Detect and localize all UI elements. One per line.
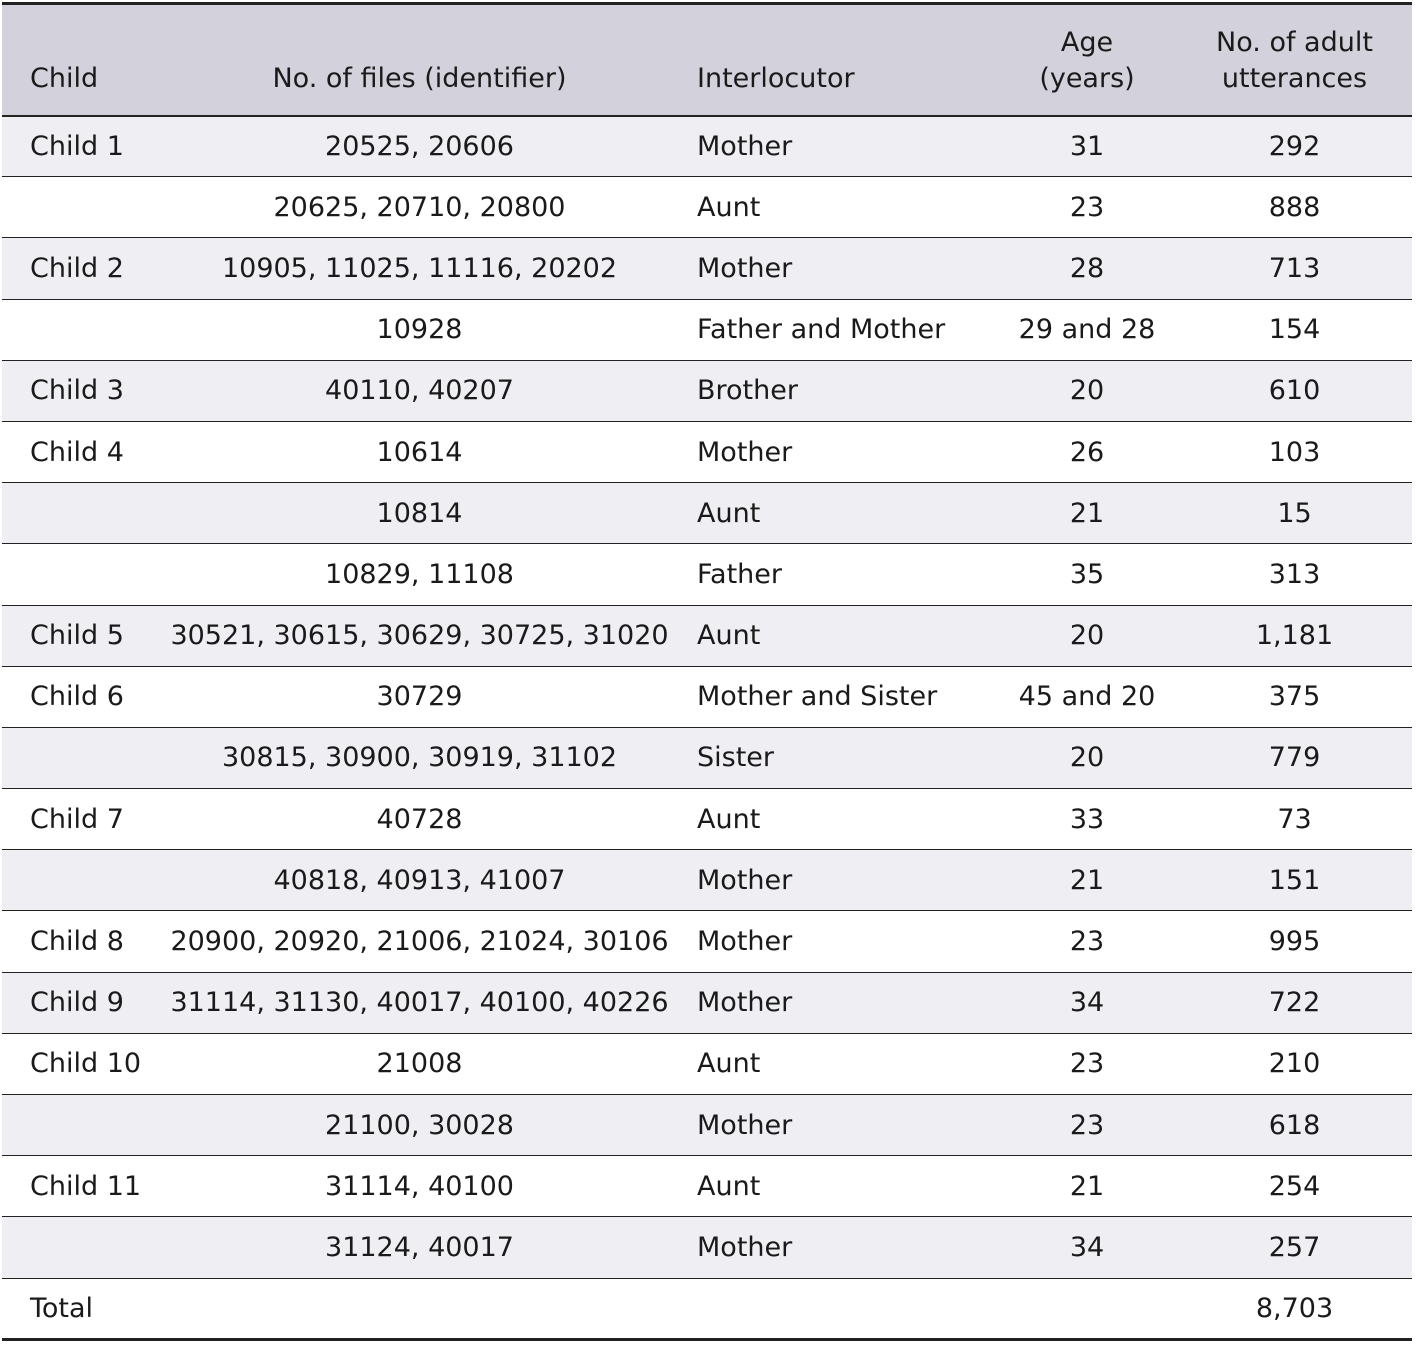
cell-utterances: 888 — [1268, 191, 1321, 223]
cell-utterances: 73 — [1277, 803, 1312, 835]
cell-files: 40728 — [376, 803, 463, 835]
cell-interlocutor: Mother — [697, 252, 793, 284]
cell-child: Child 7 — [30, 803, 124, 835]
cell-interlocutor: Aunt — [697, 620, 761, 652]
cell-files: 20625, 20710, 20800 — [273, 191, 566, 223]
cell-age: 29 and 28 — [1018, 314, 1156, 346]
table-row — [2, 1278, 1412, 1339]
cell-files: 20900, 20920, 21006, 21024, 30106 — [170, 926, 669, 958]
cell-interlocutor: Mother — [697, 436, 793, 468]
table-row — [2, 789, 1412, 850]
cell-interlocutor: Brother — [697, 375, 798, 407]
cell-utterances: 618 — [1268, 1109, 1321, 1141]
cell-age: 21 — [1069, 1170, 1105, 1202]
cell-files: 10814 — [376, 497, 463, 529]
table-row — [2, 1156, 1412, 1217]
cell-age: 34 — [1069, 1231, 1105, 1263]
cell-child: Child 5 — [30, 620, 124, 652]
cell-child: Child 4 — [30, 436, 124, 468]
cell-files — [142, 1278, 697, 1339]
cell-interlocutor: Mother — [697, 926, 793, 958]
cell-interlocutor: Sister — [697, 742, 775, 774]
cell-child — [2, 177, 142, 238]
cell-files: 21008 — [376, 1048, 463, 1080]
table-row — [2, 360, 1412, 421]
cell-files: 21100, 30028 — [325, 1109, 514, 1141]
cell-utterances: 375 — [1268, 681, 1321, 713]
header-utterances — [1177, 4, 1412, 116]
cell-interlocutor: Aunt — [697, 1170, 761, 1202]
cell-child: Child 10 — [30, 1048, 142, 1080]
cell-child — [2, 727, 142, 788]
table-row — [2, 483, 1412, 544]
cell-interlocutor: Aunt — [697, 1048, 761, 1080]
cell-interlocutor: Mother — [697, 130, 793, 162]
table-row — [2, 544, 1412, 605]
cell-age: 34 — [1069, 987, 1105, 1019]
cell-files: 10905, 11025, 11116, 20202 — [221, 252, 618, 284]
cell-age: 21 — [1069, 497, 1105, 529]
cell-interlocutor: Mother and Sister — [697, 681, 938, 713]
table-body — [2, 116, 1412, 1340]
cell-interlocutor: Aunt — [697, 497, 761, 529]
header-age — [997, 4, 1177, 116]
cell-age: 26 — [1069, 436, 1105, 468]
cell-files: 31114, 31130, 40017, 40100, 40226 — [170, 987, 669, 1019]
cell-interlocutor: Mother — [697, 1231, 793, 1263]
cell-age: 33 — [1069, 803, 1105, 835]
cell-files: 40818, 40913, 41007 — [273, 864, 566, 896]
table-row — [2, 727, 1412, 788]
table-row — [2, 299, 1412, 360]
table-row — [2, 850, 1412, 911]
table-row — [2, 1095, 1412, 1156]
cell-interlocutor: Aunt — [697, 803, 761, 835]
cell-interlocutor: Aunt — [697, 191, 761, 223]
cell-files: 40110, 40207 — [325, 375, 514, 407]
cell-utterances: 210 — [1268, 1048, 1321, 1080]
header-age-line2: (years) — [1039, 62, 1135, 94]
header-files: No. of files (identifier) — [272, 62, 567, 94]
cell-utterances: 154 — [1268, 314, 1321, 346]
cell-files: 30815, 30900, 30919, 31102 — [221, 742, 618, 774]
cell-interlocutor: Father and Mother — [697, 314, 946, 346]
cell-utterances: 103 — [1268, 436, 1321, 468]
cell-utterances: 257 — [1268, 1231, 1321, 1263]
header-interlocutor: Interlocutor — [697, 62, 855, 94]
cell-utterances: 8,703 — [1255, 1292, 1334, 1324]
cell-age — [997, 1278, 1177, 1339]
cell-age: 23 — [1069, 1109, 1105, 1141]
cell-utterances: 292 — [1268, 130, 1321, 162]
cell-age: 31 — [1069, 130, 1105, 162]
header-child: Child — [30, 62, 99, 94]
cell-utterances: 15 — [1277, 497, 1312, 529]
cell-age: 28 — [1069, 252, 1105, 284]
cell-files: 31114, 40100 — [325, 1170, 514, 1202]
cell-files: 31124, 40017 — [325, 1231, 514, 1263]
cell-child — [2, 1217, 142, 1278]
table-row — [2, 1217, 1412, 1278]
table-row — [2, 605, 1412, 666]
header-utterances-line1: No. of adult — [1216, 26, 1373, 58]
table-row — [2, 972, 1412, 1033]
table-row — [2, 666, 1412, 727]
cell-utterances: 254 — [1268, 1170, 1321, 1202]
cell-child — [2, 850, 142, 911]
cell-child: Child 11 — [30, 1170, 142, 1202]
cell-files: 10928 — [376, 314, 463, 346]
cell-files: 10829, 11108 — [325, 558, 514, 590]
cell-child: Child 1 — [30, 130, 124, 162]
cell-age: 23 — [1069, 926, 1105, 958]
cell-child — [2, 544, 142, 605]
table-row — [2, 911, 1412, 972]
cell-files: 30521, 30615, 30629, 30725, 31020 — [170, 620, 669, 652]
cell-age: 45 and 20 — [1018, 681, 1156, 713]
cell-age: 23 — [1069, 1048, 1105, 1080]
cell-utterances: 722 — [1268, 987, 1321, 1019]
cell-utterances: 1,181 — [1255, 620, 1334, 652]
cell-utterances: 151 — [1268, 864, 1321, 896]
cell-interlocutor — [697, 1278, 997, 1339]
utterances-table — [2, 2, 1412, 1341]
cell-child — [2, 299, 142, 360]
cell-files: 10614 — [376, 436, 463, 468]
header-age-line1: Age — [1060, 26, 1114, 58]
table-row — [2, 238, 1412, 299]
cell-utterances: 995 — [1268, 926, 1321, 958]
cell-child: Child 2 — [30, 252, 124, 284]
header-utterances-line2: utterances — [1221, 62, 1368, 94]
cell-child: Child 9 — [30, 987, 124, 1019]
cell-age: 23 — [1069, 191, 1105, 223]
cell-child — [2, 1095, 142, 1156]
cell-interlocutor: Mother — [697, 1109, 793, 1141]
cell-age: 20 — [1069, 375, 1105, 407]
cell-utterances: 713 — [1268, 252, 1321, 284]
table-header — [2, 4, 1412, 116]
cell-age: 20 — [1069, 742, 1105, 774]
cell-child: Child 6 — [30, 681, 124, 713]
cell-utterances: 313 — [1268, 558, 1321, 590]
table-row — [2, 116, 1412, 177]
cell-files: 30729 — [376, 681, 463, 713]
cell-child: Child 8 — [30, 926, 124, 958]
cell-child — [2, 483, 142, 544]
header-row — [2, 4, 1412, 116]
cell-age: 21 — [1069, 864, 1105, 896]
cell-child: Child 3 — [30, 375, 124, 407]
cell-age: 20 — [1069, 620, 1105, 652]
cell-age: 35 — [1069, 558, 1105, 590]
cell-interlocutor: Father — [697, 558, 783, 590]
cell-utterances: 779 — [1268, 742, 1321, 774]
cell-child: Total — [30, 1292, 94, 1324]
cell-utterances: 610 — [1268, 375, 1321, 407]
table-row — [2, 177, 1412, 238]
table-row — [2, 1033, 1412, 1094]
cell-interlocutor: Mother — [697, 864, 793, 896]
table-row — [2, 421, 1412, 482]
cell-interlocutor: Mother — [697, 987, 793, 1019]
cell-files: 20525, 20606 — [325, 130, 514, 162]
